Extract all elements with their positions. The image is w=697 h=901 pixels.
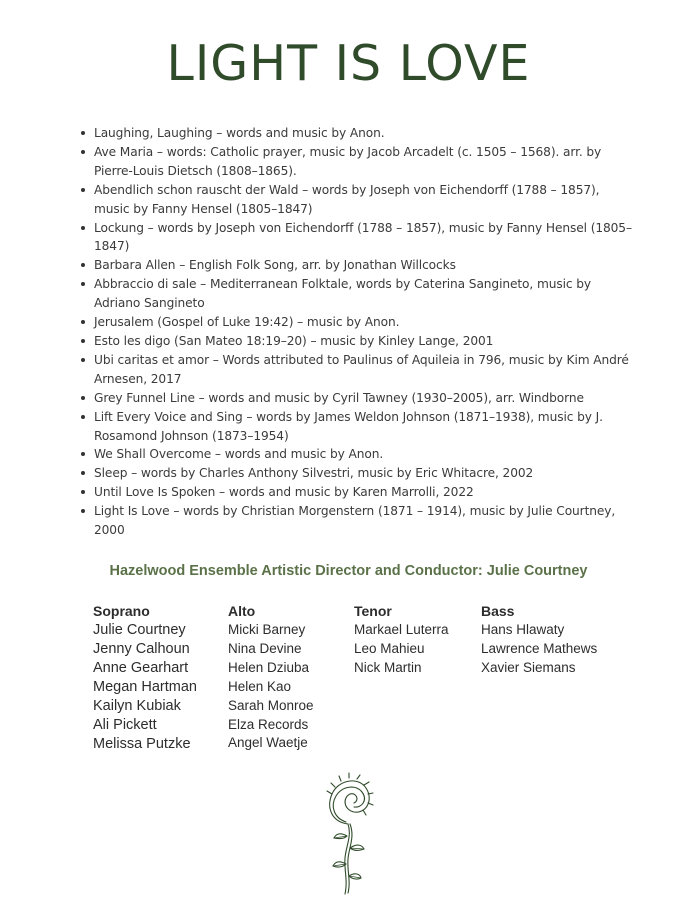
program-item: Barbara Allen – English Folk Song, arr. by Jonathan Willcocks xyxy=(94,256,634,275)
member-name: Anne Gearhart xyxy=(93,660,189,676)
program-item: Abbraccio di sale – Mediterranean Folktale, words by Caterina Sangineto, music by Adriano Sangineto xyxy=(94,275,634,313)
program-item: Ave Maria – words: Catholic prayer, music by Jacob Arcadelt (c. 1505 – 1568). arr. by Pierre-Louis Dietsch (1808–1865). xyxy=(94,143,634,181)
member-name: Nina Devine xyxy=(228,640,302,656)
member-name: Helen Kao xyxy=(228,678,292,694)
fern-fiddlehead-icon xyxy=(318,772,378,896)
member-name: Jenny Calhoun xyxy=(93,641,190,657)
member-name: Lawrence Mathews xyxy=(481,640,598,656)
program-item: Jerusalem (Gospel of Luke 19:42) – music by Anon. xyxy=(94,313,634,332)
program-item: We Shall Overcome – words and music by Anon. xyxy=(94,445,634,464)
program-item: Ubi caritas et amor – Words attributed to Paulinus of Aquileia in 796, music by Kim André Arnesen, 2017 xyxy=(94,351,634,389)
alto-section xyxy=(228,602,314,753)
program-item: Lockung – words by Joseph von Eichendorff (1788 – 1857), music by Fanny Hensel (1805–1847) xyxy=(94,219,634,257)
program-item: Sleep – words by Charles Anthony Silvestri, music by Eric Whitacre, 2002 xyxy=(94,464,634,483)
page-title: LIGHT IS LOVE xyxy=(166,35,531,92)
program-item: Light Is Love – words by Christian Morgenstern (1871 – 1914), music by Julie Courtney, 2000 xyxy=(94,502,634,540)
member-name: Kailyn Kubiak xyxy=(93,698,181,714)
member-name: Julie Courtney xyxy=(93,622,186,638)
program-item: Abendlich schon rauscht der Wald – words by Joseph von Eichendorff (1788 – 1857), music by Fanny Hensel (1805–1847) xyxy=(94,181,634,219)
program-item: Laughing, Laughing – words and music by Anon. xyxy=(94,124,634,143)
section-heading: Alto xyxy=(228,603,256,619)
section-heading: Tenor xyxy=(354,603,392,619)
member-name: Angel Waetje xyxy=(228,735,308,751)
member-name: Hans Hlawaty xyxy=(481,622,565,637)
member-name: Elza Records xyxy=(228,716,309,732)
member-name: Helen Dziuba xyxy=(228,659,310,675)
section-heading: Soprano xyxy=(93,603,150,619)
member-name: Nick Martin xyxy=(354,659,422,675)
member-name: Ali Pickett xyxy=(93,717,157,733)
program-item: Esto les digo (San Mateo 18:19–20) – music by Kinley Lange, 2001 xyxy=(94,332,634,351)
member-name: Sarah Monroe xyxy=(228,697,314,713)
member-name: Megan Hartman xyxy=(93,679,197,695)
program-item: Grey Funnel Line – words and music by Cyril Tawney (1930–2005), arr. Windborne xyxy=(94,389,634,408)
program-item: Until Love Is Spoken – words and music by Karen Marrolli, 2022 xyxy=(94,483,634,502)
bass-section xyxy=(481,602,597,678)
member-name: Markael Luterra xyxy=(354,622,449,637)
member-name: Leo Mahieu xyxy=(354,640,425,656)
tenor-section xyxy=(354,602,449,678)
member-name: Xavier Siemans xyxy=(481,659,576,675)
soprano-section xyxy=(93,602,197,754)
section-heading: Bass xyxy=(481,603,515,619)
member-name: Melissa Putzke xyxy=(93,736,191,752)
director-credit: Hazelwood Ensemble Artistic Director and Conductor: Julie Courtney xyxy=(109,563,588,579)
program-item: Lift Every Voice and Sing – words by James Weldon Johnson (1871–1938), music by J. Rosamond Johnson (1873–1954) xyxy=(94,408,634,446)
program-list xyxy=(94,124,634,540)
member-name: Micki Barney xyxy=(228,622,306,637)
